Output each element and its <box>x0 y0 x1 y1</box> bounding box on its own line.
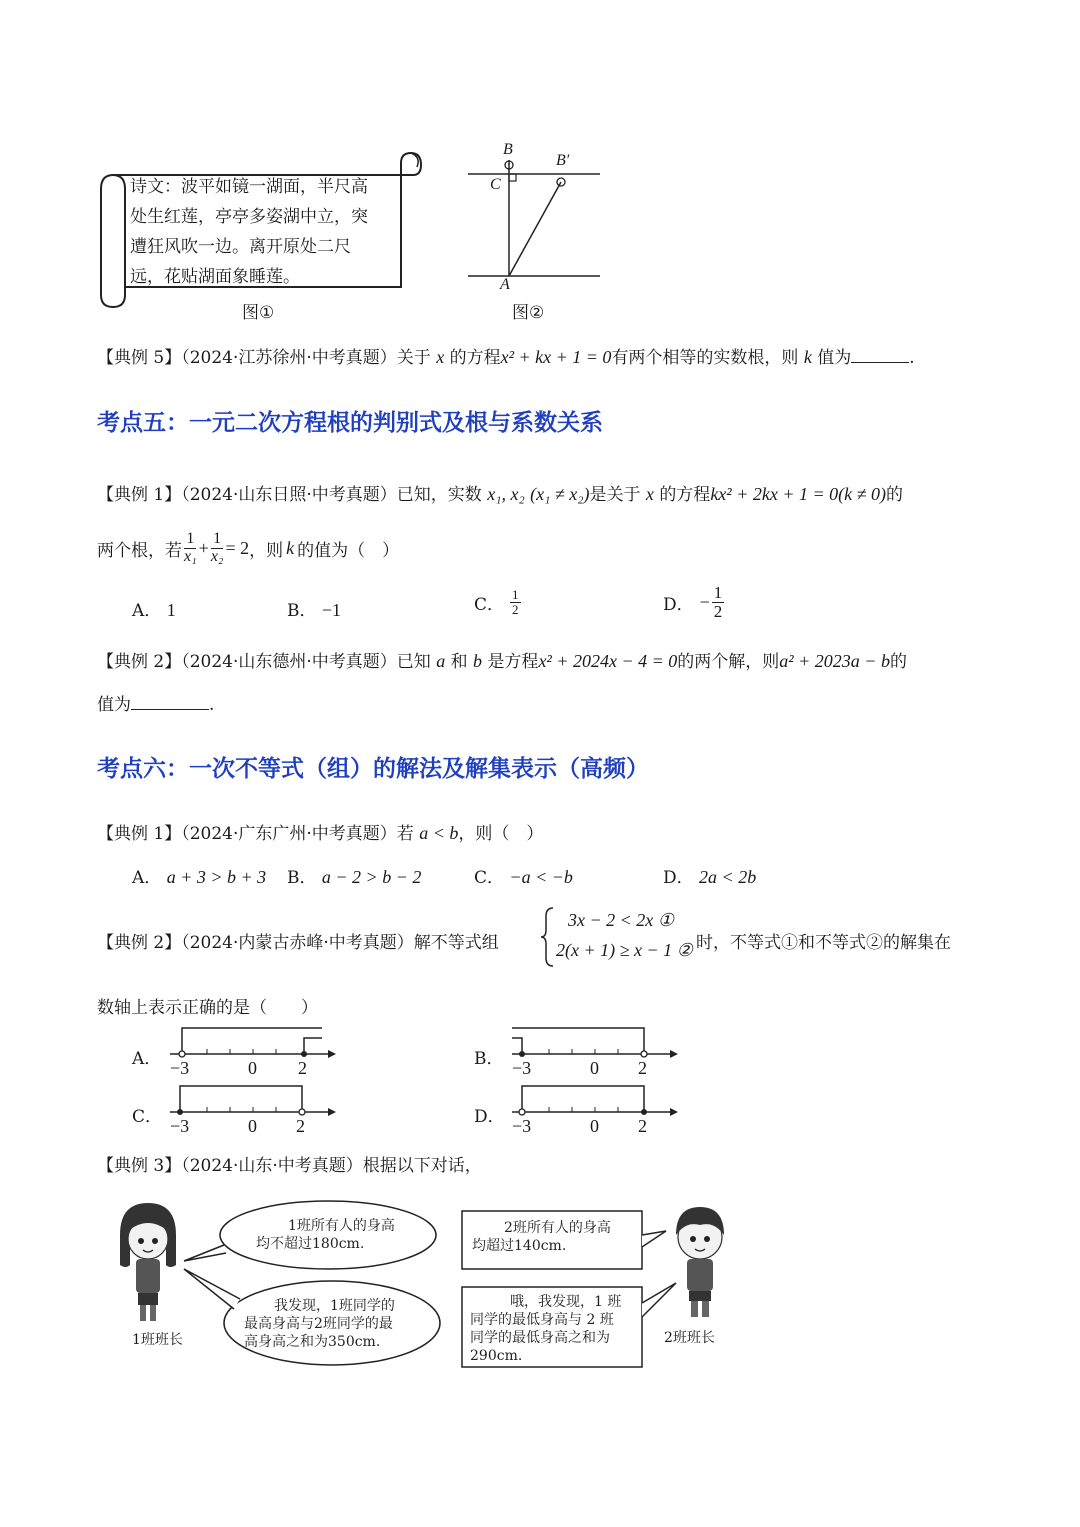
box-line: 均超过140cm. <box>472 1238 567 1254</box>
text: 值为 <box>97 695 131 715</box>
numerator: 1 <box>713 583 723 602</box>
example-tag: 【典例 2】 <box>97 652 182 672</box>
bubble-line: 均不超过180cm. <box>256 1236 365 1252</box>
example-tag: 【典例 2】 <box>97 933 182 953</box>
text: 的 <box>889 652 907 672</box>
numerator: 1 <box>512 587 519 602</box>
equation: x² + 2024x − 4 = 0 <box>538 651 678 671</box>
bubble-line: 1班所有人的身高 <box>288 1218 395 1234</box>
example-5 <box>97 343 915 368</box>
numberline-option-A[interactable] <box>132 1022 352 1082</box>
option-letter: B． <box>287 868 317 888</box>
s6-ex2-after: 时，不等式①和不等式②的解集在 <box>696 933 951 953</box>
plus-sign: + <box>198 537 209 558</box>
tick-label: 0 <box>590 1058 599 1078</box>
var-k: k <box>286 537 295 558</box>
text: . <box>209 695 215 715</box>
example-tag: 【典例 1】 <box>97 485 182 505</box>
var-x: x <box>436 347 445 367</box>
boy-figure <box>676 1207 724 1317</box>
text: 的方程 <box>659 485 711 505</box>
s5-ex1-option-B[interactable] <box>287 596 341 621</box>
example-source: （2024·山东德州·中考真题）已知 <box>181 652 431 672</box>
s5-ex1-option-D[interactable] <box>663 584 726 621</box>
box-line: 2班所有人的身高 <box>504 1220 611 1236</box>
s5-example-1-line2 <box>97 522 399 574</box>
dialogue-illustration <box>110 1195 750 1375</box>
roots-condition: (x₁ ≠ x₂) <box>530 484 590 504</box>
option-letter: B． <box>287 601 317 621</box>
box-line: 290cm. <box>470 1348 523 1364</box>
poem-line: 遭狂风吹一边。离开原处二尺 <box>130 237 351 257</box>
fraction-1-over-x2 <box>211 531 224 566</box>
poem-line: 处生红莲，亭亭多姿湖中立，突 <box>130 207 368 227</box>
s5-ex1-option-C[interactable] <box>474 588 523 616</box>
tick-label: −3 <box>170 1116 190 1136</box>
option-letter: D． <box>474 1107 505 1127</box>
bubble-2-text <box>244 1297 395 1351</box>
numerator: 1 <box>186 529 195 547</box>
text: 两个根，若 <box>97 540 182 561</box>
option-value: a + 3 > b + 3 <box>166 867 267 887</box>
example-tag: 【典例 1】 <box>97 824 182 844</box>
lotus-diagram <box>460 138 610 298</box>
inequality-1: 3x − 2 < 2x ① <box>568 910 674 930</box>
example-source: （2024·山东日照·中考真题）已知，实数 <box>181 485 482 505</box>
example-tag: 【典例 3】 <box>97 1156 182 1176</box>
option-letter: C． <box>474 594 505 615</box>
denominator: x₁ <box>184 547 197 565</box>
text: . <box>909 348 915 368</box>
dialogue-graphics <box>110 1195 750 1375</box>
s5-ex1-option-A[interactable] <box>132 596 176 621</box>
text: 是方程 <box>487 652 539 672</box>
section-5-title: 考点五：一元二次方程根的判别式及根与系数关系 <box>97 410 603 436</box>
option-value: a − 2 > b − 2 <box>321 867 422 887</box>
text: 的 <box>885 485 903 505</box>
s6-ex1-option-B[interactable] <box>287 863 421 888</box>
s6-ex1-option-D[interactable] <box>663 863 756 888</box>
equals-value: = 2 <box>225 537 250 558</box>
option-value: −a < −b <box>509 867 573 887</box>
poem-text <box>130 172 368 292</box>
denominator: 2 <box>512 601 519 617</box>
s5-example-1-line1 <box>97 480 903 505</box>
s6-ex1-option-C[interactable] <box>474 863 573 888</box>
example-source: （2024·广东广州·中考真题）若 <box>181 824 414 844</box>
option-letter: C． <box>474 868 505 888</box>
condition: a < b <box>419 823 459 843</box>
minus-sign: − <box>699 591 710 612</box>
option-value: −1 <box>321 600 342 620</box>
poem-line: 诗文：波平如镜一湖面，半尺高 <box>130 177 368 197</box>
fraction-1-over-x1 <box>184 531 197 566</box>
equation: kx² + 2kx + 1 = 0 <box>710 484 839 504</box>
bubble-line: 我发现，1班同学的 <box>274 1298 395 1314</box>
tick-label: 2 <box>638 1116 647 1136</box>
option-value: 2a < 2b <box>699 867 757 887</box>
bubble-line: 最高身高与2班同学的最 <box>244 1316 393 1332</box>
option-letter: C． <box>132 1107 163 1127</box>
text: 的两个解，则 <box>677 652 780 672</box>
fig2-caption: 图② <box>512 303 545 323</box>
fraction-one-half <box>510 588 521 616</box>
tick-label: 0 <box>590 1116 599 1136</box>
fraction-one-half <box>712 584 725 621</box>
box-1-text <box>472 1219 611 1255</box>
box-line: 哦，我发现，1 班 <box>510 1294 622 1310</box>
point-label-A: A <box>500 276 510 293</box>
figure-2-geometry <box>460 138 610 298</box>
tick-label: 0 <box>248 1058 257 1078</box>
text: ，则（ ） <box>458 824 544 844</box>
girl-label: 1班班长 <box>132 1332 183 1348</box>
answer-blank[interactable] <box>851 348 909 363</box>
point-label-B: B <box>503 141 513 158</box>
roots-vars: x₁, x₂ <box>487 484 525 504</box>
s5-example-2-line2 <box>97 690 214 715</box>
boy-label: 2班班长 <box>664 1330 715 1346</box>
example-source: （2024·内蒙古赤峰·中考真题）解不等式组 <box>181 933 499 953</box>
text: 的值为（ ） <box>297 540 400 561</box>
option-letter: D． <box>663 594 694 615</box>
tick-label: 2 <box>298 1058 307 1078</box>
option-value: 1 <box>166 600 176 620</box>
s6-example-2-line1 <box>97 928 499 953</box>
text: 和 <box>450 652 468 672</box>
girl-figure <box>120 1203 176 1321</box>
example-source: （2024·山东·中考真题）根据以下对话， <box>181 1156 482 1176</box>
inequality-2: 2(x + 1) ≥ x − 1 ② <box>556 940 693 960</box>
inequality-system-brace <box>540 906 556 973</box>
s6-example-3 <box>97 1151 482 1176</box>
bubble-line: 高身高之和为350cm. <box>244 1334 381 1350</box>
option-letter: B． <box>474 1049 504 1069</box>
poem-line: 远，花贴湖面象睡莲。 <box>130 267 300 287</box>
box-2-text <box>470 1293 621 1365</box>
bubble-1-text <box>256 1217 395 1253</box>
option-letter: A． <box>132 868 162 888</box>
point-label-C: C <box>490 176 501 193</box>
s6-example-1 <box>97 819 543 844</box>
section-6-title: 考点六：一次不等式（组）的解法及解集表示（高频） <box>97 756 649 782</box>
option-letter: A． <box>132 601 162 621</box>
s6-example-2-line2: 数轴上表示正确的是（ ） <box>97 998 318 1018</box>
tick-label: −3 <box>512 1116 532 1136</box>
denominator: 2 <box>713 601 723 621</box>
text: 有两个相等的实数根，则 <box>611 348 799 368</box>
fig1-caption: 图① <box>242 303 275 323</box>
s6-ex1-option-A[interactable] <box>132 863 266 888</box>
tick-label: 0 <box>248 1116 257 1136</box>
text: 是关于 <box>589 485 641 505</box>
var-b: b <box>473 651 483 671</box>
text: 的方程 <box>449 348 501 368</box>
numberline-option-C[interactable] <box>132 1080 352 1140</box>
example-source: （2024·江苏徐州·中考真题）关于 <box>181 348 431 368</box>
s5-example-2-line1 <box>97 647 907 672</box>
box-line: 同学的最低身高与 2 班 <box>470 1312 614 1328</box>
tick-label: 2 <box>638 1058 647 1078</box>
numberline-option-B[interactable] <box>474 1022 694 1082</box>
numerator: 1 <box>213 529 222 547</box>
var-x: x <box>645 484 654 504</box>
tick-label: −3 <box>170 1058 190 1078</box>
answer-blank[interactable] <box>131 695 209 710</box>
k-condition: (k ≠ 0) <box>838 484 886 504</box>
var-a: a <box>436 651 446 671</box>
text: ，则 <box>249 540 284 561</box>
tick-label: 2 <box>296 1116 305 1136</box>
equation: x² + kx + 1 = 0 <box>500 347 612 367</box>
expression: a² + 2023a − b <box>779 651 890 671</box>
var-k: k <box>803 347 812 367</box>
option-letter: A． <box>132 1049 162 1069</box>
numberline-option-D[interactable] <box>474 1080 694 1140</box>
point-label-B-prime: B′ <box>556 152 570 169</box>
option-letter: D． <box>663 868 694 888</box>
box-line: 同学的最低身高之和为 <box>470 1330 610 1346</box>
tick-label: −3 <box>512 1058 532 1078</box>
denominator: x₂ <box>210 547 224 565</box>
example-tag: 【典例 5】 <box>97 348 182 368</box>
text: 值为 <box>817 348 852 368</box>
